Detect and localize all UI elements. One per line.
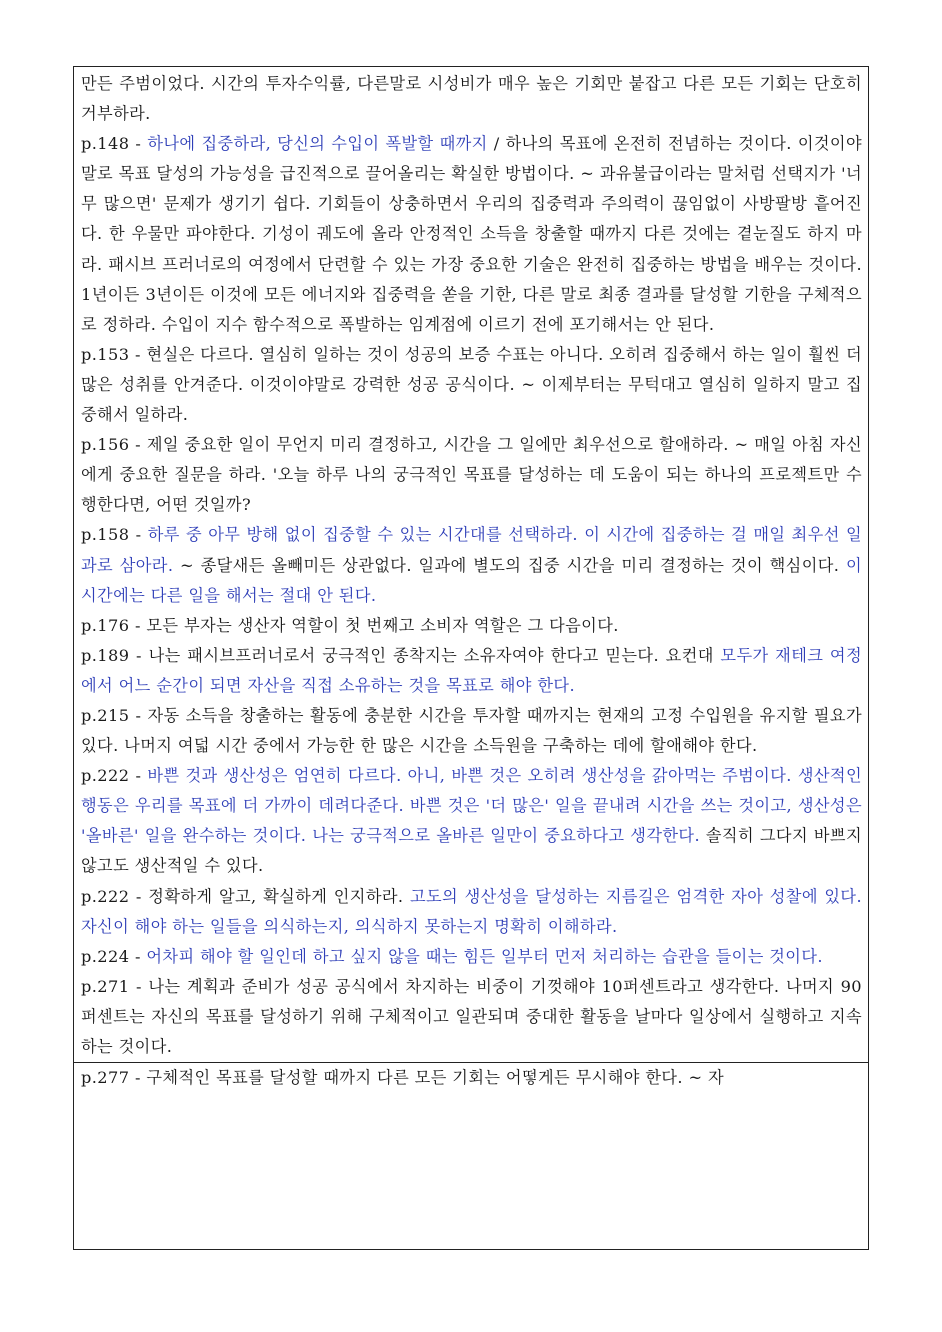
page-ref: p.224 - [81,946,147,966]
entry-p277 [74,1063,868,1093]
notes-box [73,66,869,1250]
body-text: 모든 부자는 생산자 역할이 첫 번째고 소비자 역할은 그 다음이다. [146,615,619,635]
page-ref: p.158 - [81,525,148,545]
page-ref: p.222 - [81,766,148,786]
entry-p189 [74,641,868,701]
entry-p224 [74,942,868,972]
page-ref: p.222 - [81,886,149,906]
entry-0 [74,67,868,129]
body-text: ~ 종달새든 올빼미든 상관없다. 일과에 별도의 집중 시간을 미리 결정하는 것이 핵심이다. [173,555,846,575]
body-text: 솔직히 그다지 바쁘지 않고도 생산적일 수 있다. [81,826,862,876]
page-ref: p.156 - [81,435,147,455]
page-ref: p.277 - [81,1068,147,1088]
page-ref: p.153 - [81,344,147,364]
body-text: 제일 중요한 일이 무언지 미리 결정하고, 시간을 그 일에만 최우선으로 할애하라. ~ 매일 아침 자신에게 중요한 질문을 하라. '오늘 하루 나의 궁극적인 목표를 달성하는 데 도움이 되는 하나의 프로젝트만 수행한다면, 어떤 것일까? [81,435,862,515]
entry-p222-a [74,761,868,881]
entry-p215 [74,701,868,761]
entry-p271 [74,972,868,1062]
entry-p148 [74,129,868,340]
entry-p176 [74,611,868,641]
page-ref: p.176 - [81,615,147,635]
highlight-text: 어차피 해야 할 일인데 하고 싶지 않을 때는 힘든 일부터 먼저 처리하는 습관을 들이는 것이다. [146,946,823,966]
entry-p158 [74,520,868,610]
entry-p156 [74,430,868,520]
page-ref: p.271 - [81,976,149,996]
entry-p153 [74,340,868,430]
highlight-text: 하루 중 아무 방해 없이 집중할 수 있는 시간대를 선택하라. 이 시간에 집중하는 걸 매일 최우선 일과로 삼아라. [81,525,862,575]
page-ref: p.189 - [81,645,149,665]
entry-0-seg-0: 만든 주범이었다. 시간의 투자수익률, 다른말로 시성비가 매우 높은 기회만 붙잡고 다른 모든 기회는 단호히 거부하라. [81,74,862,124]
body-text: 자동 소득을 창출하는 활동에 충분한 시간을 투자할 때까지는 현재의 고정 수입원을 유지할 필요가 있다. 나머지 여덟 시간 중에서 가능한 한 많은 시간을 소득원을 구축하는 데에 할애해야 한다. [81,705,862,756]
highlight-text: 이 시간에는 다른 일을 해서는 절대 안 된다. [81,555,862,605]
highlight-text: 모두가 재테크 여정에서 어느 순간이 되면 자산을 직접 소유하는 것을 목표로 해야 한다. [81,645,862,695]
entry-p222-b [74,882,868,942]
body-text: 현실은 다르다. 열심히 일하는 것이 성공의 보증 수표는 아니다. 오히려 집중해서 하는 일이 훨씬 더 많은 성취를 안겨준다. 이것이야말로 강력한 성공 공식이다. ~ 이제부터는 무턱대고 열심히 일하지 말고 집중해서 일하라. [81,344,862,425]
highlight-text: 고도의 생산성을 달성하는 지름길은 엄격한 자아 성찰에 있다. 자신이 해야 하는 일들을 의식하는지, 의식하지 못하는지 명확히 이해하라. [81,886,862,936]
body-text: 구체적인 목표를 달성할 때까지 다른 모든 기회는 어떻게든 무시해야 한다. ~ 자 [146,1068,725,1088]
body-text: 나는 패시브프러너로서 궁극적인 종착지는 소유자여야 한다고 믿는다. 요컨대 [148,645,721,665]
highlight-text: 하나에 집중하라, 당신의 수입이 폭발할 때까지 [147,134,488,154]
body-text: 나는 계획과 준비가 성공 공식에서 차지하는 비중이 기껏해야 10퍼센트라고 생각한다. 나머지 90퍼센트는 자신의 목표를 달성하기 위해 구체적이고 일관되며 중대한 활동을 날마다 일상에서 실행하고 지속하는 것이다. [81,976,862,1056]
highlight-text: 바쁜 것과 생산성은 엄연히 다르다. 아니, 바쁜 것은 오히려 생산성을 갉아먹는 주범이다. 생산적인 행동은 우리를 목표에 더 가까이 데려다준다. 바쁜 것은 '더 많은' 일을 끝내려 시간을 쓰는 것이고, 생산성은 '올바른' 일을 완수하는 것이다. 나는 궁극적으로 올바른 일만이 중요하다고 생각한다. [81,766,862,846]
body-text: / 하나의 목표에 온전히 전념하는 것이다. 이것이야말로 목표 달성의 가능성을 급진적으로 끌어올리는 확실한 방법이다. ~ 과유불급이라는 말처럼 선택지가 '너무 많으면' 문제가 생기기 쉽다. 기회들이 상충하면서 우리의 집중력과 주의력이 끊임없이 사방팔방 흩어진다. 한 우물만 파야한다. 기성이 궤도에 올라 안정적인 소득을 창출할 때까지 다른 것에는 곁눈질도 하지 마라. 패시브 프러너로의 여정에서 단련할 수 있는 가장 중요한 기술은 완전히 집중하는 방법을 배우는 것이다. 1년이든 3년이든 이것에 모든 에너지와 집중력을 쏟을 기한, 다른 말로 최종 결과를 달성할 기한을 구체적으로 정하라. 수입이 지수 함수적으로 폭발하는 임계점에 이르기 전에 포기해서는 안 된다. [81,134,862,334]
body-text: 정확하게 알고, 확실하게 인지하라. [148,886,410,906]
page-ref: p.215 - [81,705,148,725]
page-ref: p.148 - [81,134,148,154]
